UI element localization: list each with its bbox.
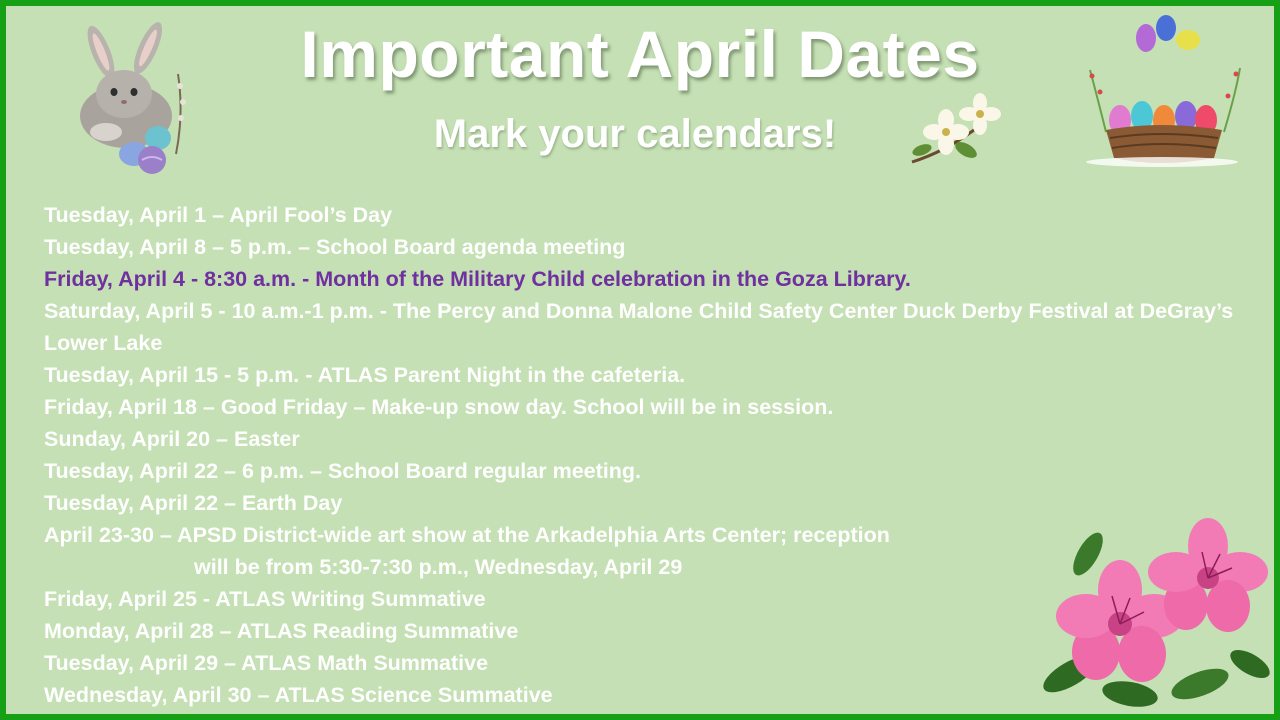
date-item: Sunday, April 20 – Easter (44, 427, 300, 451)
date-item-line: April 23-30 – APSD District-wide art show at the Arkadelphia Arts Center; reception (44, 523, 890, 547)
date-item: Tuesday, April 22 – 6 p.m. – School Board regular meeting. (44, 459, 641, 483)
date-item: Tuesday, April 15 - 5 p.m. - ATLAS Parent Night in the cafeteria. (44, 363, 686, 387)
date-item-multiline (44, 519, 1244, 583)
dates-list (44, 199, 1244, 711)
date-item: Tuesday, April 1 – April Fool’s Day (44, 203, 393, 227)
page-title: Important April Dates (300, 17, 980, 91)
date-item: Saturday, April 5 - 10 a.m.-1 p.m. - The Percy and Donna Malone Child Safety Center Duck Derby Festival at DeGray’s Lower Lake (44, 299, 1234, 355)
date-item: Friday, April 18 – Good Friday – Make-up snow day. School will be in session. (44, 395, 834, 419)
date-item: Tuesday, April 29 – ATLAS Math Summative (44, 651, 489, 675)
date-item: Friday, April 25 - ATLAS Writing Summative (44, 587, 486, 611)
date-item: Tuesday, April 22 – Earth Day (44, 491, 343, 515)
date-item: Wednesday, April 30 – ATLAS Science Summative (44, 683, 553, 707)
date-item: Tuesday, April 8 – 5 p.m. – School Board agenda meeting (44, 235, 626, 259)
date-item-continuation: will be from 5:30-7:30 p.m., Wednesday, April 29 (194, 555, 683, 579)
date-item: Monday, April 28 – ATLAS Reading Summative (44, 619, 519, 643)
date-item-highlighted: Friday, April 4 - 8:30 a.m. - Month of the Military Child celebration in the Goza Library. (44, 267, 911, 291)
page-subtitle: Mark your calendars! (433, 112, 837, 156)
